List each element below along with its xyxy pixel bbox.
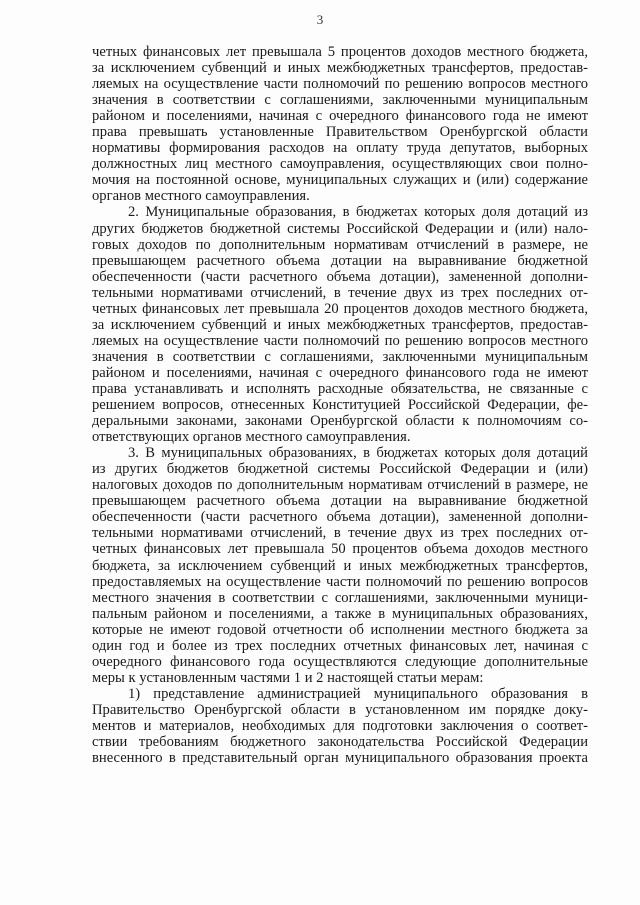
text-line: ментов и материалов, необходимых для подготовки заключения о соответ-	[92, 717, 588, 734]
text-line: Правительство Оренбургской области в установленном им порядке доку-	[92, 701, 588, 718]
text-line: которые не имеют годовой отчетности об исполнении местного бюджета за	[92, 621, 588, 638]
text-line: обеспеченности (части расчетного объема дотации), замененной дополни-	[92, 509, 588, 526]
text-line: бюджета, за исключением субвенций и иных межбюджетных трансфертов,	[92, 557, 588, 574]
text-line: деральными законами, законами Оренбургской области к полномочиям со-	[92, 413, 588, 430]
text-line: из других бюджетов бюджетной системы Российской Федерации и (или)	[92, 461, 588, 478]
text-line: ствии требованиям бюджетного законодательства Российской Федерации	[92, 734, 588, 751]
text-line: за исключением субвенций и иных межбюджетных трансфертов, предостав-	[92, 60, 588, 77]
text-line: мочия на постоянной основе, муниципальных служащих и (или) содержание	[92, 172, 588, 189]
text-line: за исключением субвенций и иных межбюджетных трансфертов, предостав-	[92, 316, 588, 333]
text-line: решением вопросов, отнесенных Конституцией Российской Федерации, фе-	[92, 397, 588, 414]
text-line: значения в соответствии с соглашениями, заключенными муниципальным	[92, 92, 588, 109]
text-line: ляемых на осуществление части полномочий по решению вопросов местного	[92, 332, 588, 349]
text-line: четных финансовых лет превышала 50 процентов объема доходов местного	[92, 541, 588, 558]
text-line: налоговых доходов по дополнительным нормативам отчислений в размере, не	[92, 477, 588, 494]
text-line: права превышать установленные Правительством Оренбургской области	[92, 124, 588, 141]
text-line: районом и поселениями, начиная с очередного финансового года не имеют	[92, 108, 588, 125]
text-line: превышающем расчетного объема дотации на выравнивание бюджетной	[92, 252, 588, 269]
page-number: 3	[316, 12, 324, 27]
text-line: других бюджетов бюджетной системы Российской Федерации и (или) нало-	[92, 220, 588, 237]
text-line: четных финансовых лет превышала 5 процентов доходов местного бюджета,	[92, 44, 588, 60]
text-line: тельными нормативами отчислений, в течение двух из трех последних от-	[92, 525, 588, 542]
body-text	[92, 44, 588, 766]
text-line: предоставляемых на осуществление части полномочий по решению вопросов	[92, 573, 588, 590]
text-line: местного значения в соответствии с соглашениями, заключенными муници-	[92, 589, 588, 606]
text-line: должностных лиц местного самоуправления, осуществляющих свои полно-	[92, 156, 588, 173]
text-line: пальным районом и поселениями, а также в муниципальных образованиях,	[92, 605, 588, 622]
text-line: нормативы формирования расходов на оплату труда депутатов, выборных	[92, 140, 588, 157]
text-line: ляемых на осуществление части полномочий по решению вопросов местного	[92, 76, 588, 93]
text-line: один год и более из трех последних отчетных финансовых лет, начиная с	[92, 637, 588, 654]
text-line: права устанавливать и исполнять расходные обязательства, не связанные с	[92, 380, 588, 397]
text-line: меры к установленным частями 1 и 2 настоящей статьи мерам:	[92, 669, 484, 686]
text-line: 2. Муниципальные образования, в бюджетах которых доля дотаций из	[128, 204, 588, 221]
text-line: значения в соответствии с соглашениями, заключенными муниципальным	[92, 348, 588, 365]
text-line: 3. В муниципальных образованиях, в бюджетах которых доля дотаций	[128, 445, 588, 462]
text-line: обеспеченности (части расчетного объема дотации), замененной дополни-	[92, 268, 588, 285]
text-line: превышающем расчетного объема дотации на выравнивание бюджетной	[92, 493, 588, 510]
text-line: ответствующих органов местного самоуправления.	[92, 429, 411, 446]
text-line: тельными нормативами отчислений, в течение двух из трех последних от-	[92, 284, 588, 301]
text-line: говых доходов по дополнительным нормативам отчислений в размере, не	[92, 236, 588, 253]
text-line: органов местного самоуправления.	[92, 188, 310, 205]
text-line: районом и поселениями, начиная с очередного финансового года не имеют	[92, 364, 588, 381]
text-line: внесенного в представительный орган муниципального образования проекта	[92, 750, 588, 767]
text-line: 1) представление администрацией муниципального образования в	[128, 685, 588, 702]
text-line: четных финансовых лет превышала 20 процентов доходов местного бюджета,	[92, 300, 588, 317]
text-line: очередного финансового года осуществляются следующие дополнительные	[92, 653, 588, 670]
